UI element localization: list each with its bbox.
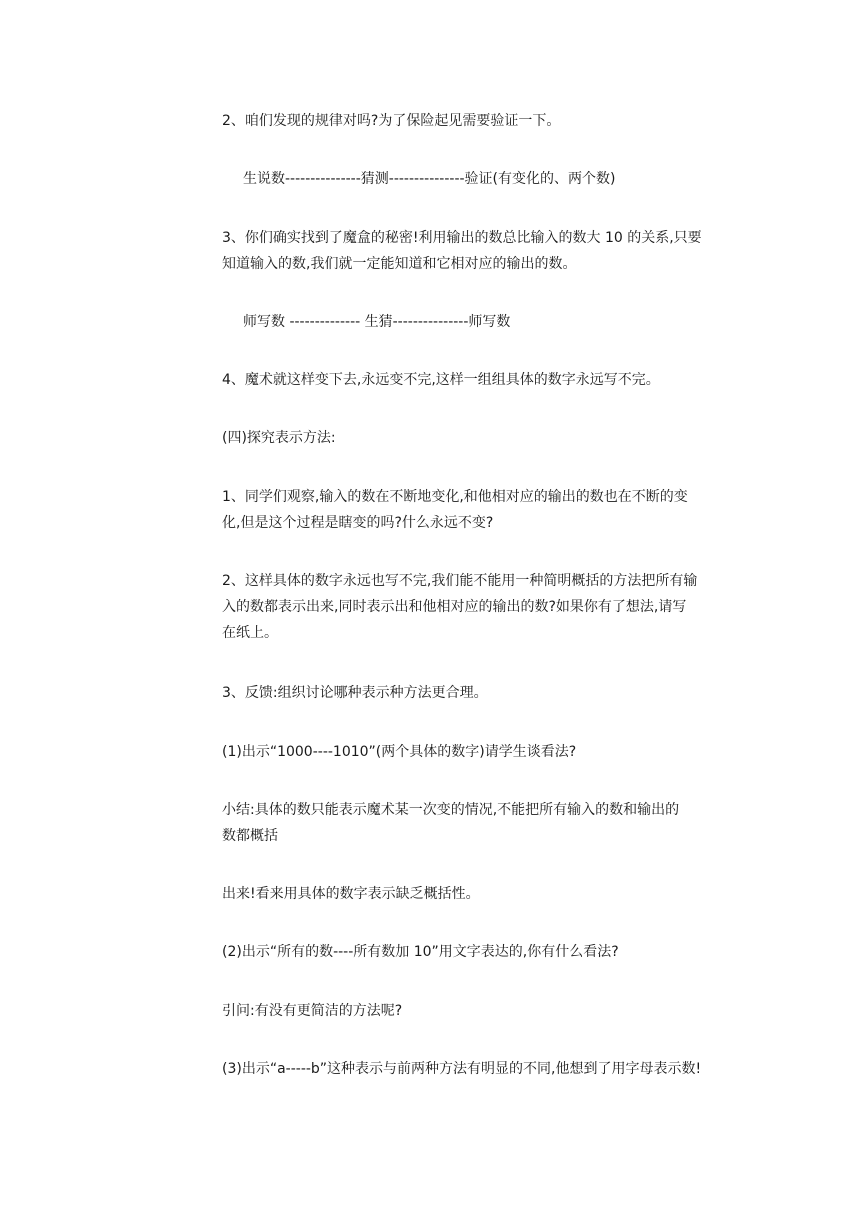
paragraph-general-method bbox=[222, 568, 742, 646]
text-line: 化,但是这个过程是瞎变的吗?什么永远不变? bbox=[222, 515, 494, 531]
paragraph-magic-box-secret bbox=[222, 225, 742, 277]
text-line: 2、咱们发现的规律对吗?为了保险起见需要验证一下。 bbox=[222, 113, 561, 129]
text-line: 入的数都表示出来,同时表示出和他相对应的输出的数?如果你有了想法,请写 bbox=[222, 599, 687, 615]
text-line: 出来!看来用具体的数字表示缺乏概括性。 bbox=[222, 886, 480, 902]
text-line: (3)出示“a-----b”这种表示与前两种方法有明显的不同,他想到了用字母表示数! bbox=[222, 1061, 702, 1077]
text-line: 3、你们确实找到了魔盒的秘密!利用输出的数总比输入的数大 10 的关系,只要 bbox=[222, 230, 702, 246]
paragraph-observe-change bbox=[222, 484, 742, 536]
paragraph-feedback bbox=[222, 680, 742, 706]
text-line: (四)探究表示方法: bbox=[222, 430, 336, 446]
text-line: 3、反馈:组织讨论哪种表示种方法更合理。 bbox=[222, 685, 488, 701]
paragraph-teacher-student-guess bbox=[243, 309, 763, 335]
section-heading-representation bbox=[222, 425, 742, 451]
paragraph-verify-rule bbox=[222, 108, 742, 134]
text-line: 1、同学们观察,输入的数在不断地变化,和他相对应的输出的数也在不断的变 bbox=[222, 489, 688, 505]
text-line: 2、这样具体的数字永远也写不完,我们能不能用一种简明概括的方法把所有输 bbox=[222, 573, 698, 589]
paragraph-summary-continued bbox=[222, 881, 742, 907]
paragraph-student-guess-verify bbox=[243, 166, 763, 192]
paragraph-show-letters bbox=[222, 1056, 742, 1082]
paragraph-show-words bbox=[222, 939, 742, 965]
text-line: 师写数 -------------- 生猜---------------师写数 bbox=[243, 314, 511, 330]
text-line: 4、魔术就这样变下去,永远变不完,这样一组组具体的数字永远写不完。 bbox=[222, 372, 660, 388]
text-line: 知道输入的数,我们就一定能知道和它相对应的输出的数。 bbox=[222, 256, 577, 272]
paragraph-summary bbox=[222, 797, 742, 849]
text-line: 在纸上。 bbox=[222, 625, 278, 641]
text-line: (1)出示“1000----1010”(两个具体的数字)请学生谈看法? bbox=[222, 744, 577, 760]
text-line: 小结:具体的数只能表示魔术某一次变的情况,不能把所有输入的数和输出的 bbox=[222, 802, 680, 818]
paragraph-prompt-question bbox=[222, 998, 742, 1024]
text-line: (2)出示“所有的数----所有数加 10”用文字表达的,你有什么看法? bbox=[222, 944, 619, 960]
text-line: 生说数---------------猜测---------------验证(有变化的、两个数) bbox=[243, 171, 616, 187]
paragraph-show-numbers bbox=[222, 739, 742, 765]
paragraph-magic-continues bbox=[222, 367, 742, 393]
text-line: 数都概括 bbox=[222, 828, 278, 844]
text-line: 引问:有没有更简洁的方法呢? bbox=[222, 1003, 403, 1019]
